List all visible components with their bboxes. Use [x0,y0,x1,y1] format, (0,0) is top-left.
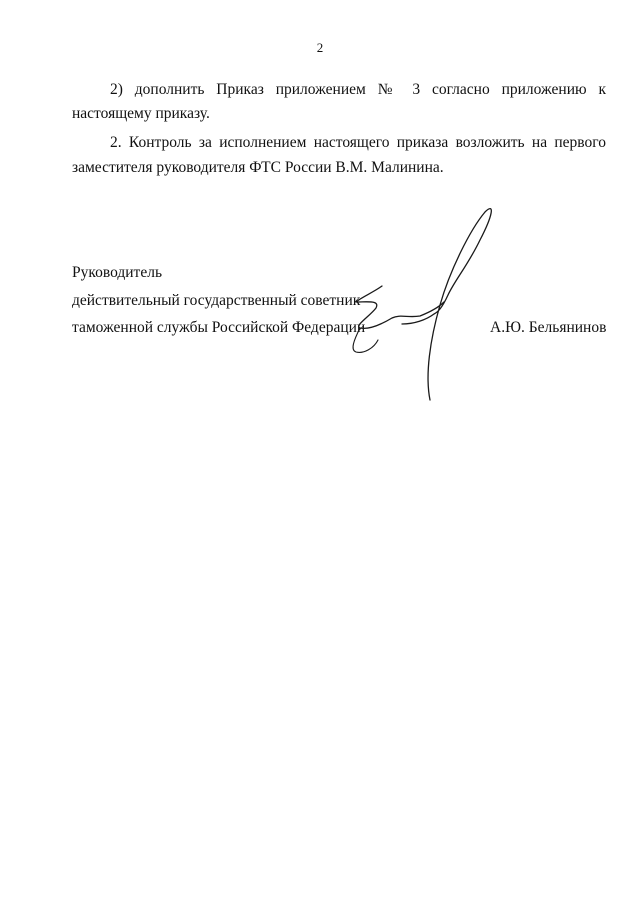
paragraph-1-line-1: 2) дополнить Приказ приложением № 3 согласно приложению к [110,81,606,98]
page-number: 2 [316,40,324,55]
signature-stroke-tail [353,328,378,352]
signer-position: Руководитель [72,264,163,281]
signer-rank: действительный государственный советник [72,292,361,309]
signature-stroke-loop [402,209,491,400]
paragraph-1-line-2: настоящему приказу. [72,105,210,122]
paragraph-2-line-1: 2. Контроль за исполнением настоящего приказа возложить на первого [110,134,606,151]
paragraph-2-line-2: заместителя руководителя ФТС России В.М. Малинина. [72,159,444,176]
handwritten-signature [330,200,510,410]
signature-stroke-initial [356,286,444,328]
signer-name: А.Ю. Бельянинов [490,319,607,336]
signer-rank-continued: таможенной службы Российской Федерации [72,319,366,336]
